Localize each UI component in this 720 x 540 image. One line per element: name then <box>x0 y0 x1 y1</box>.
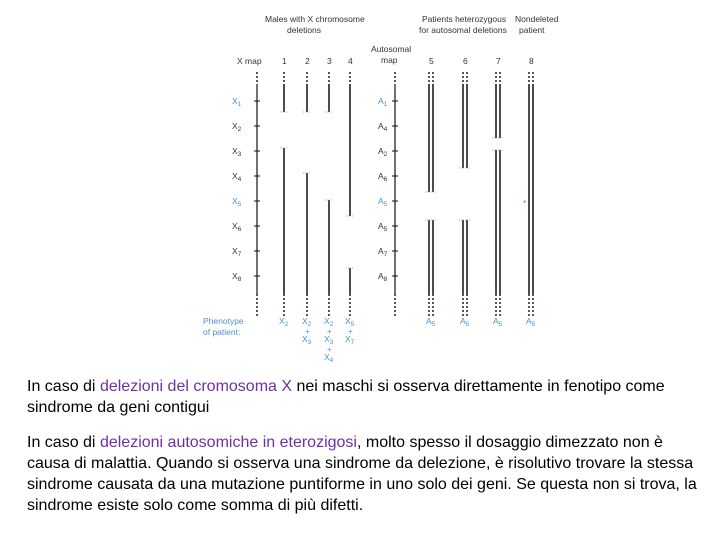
x-locus-1: $X_1$ <box>232 96 242 108</box>
column-number-1: 1 <box>282 56 287 66</box>
column-number-6: 6 <box>463 56 468 66</box>
a-locus-1: $A_1$ <box>378 96 388 108</box>
a-locus-4: $A_6$ <box>378 171 388 183</box>
a-locus-3: $A_2$ <box>378 146 388 158</box>
x-map-label: X map <box>237 56 262 66</box>
column-number-7: 7 <box>496 56 501 66</box>
a-locus-6: $A_5$ <box>378 221 388 233</box>
caption-2-highlight: delezioni autosomiche in eterozigosi <box>99 434 357 451</box>
phenotype-4-plus-1: + <box>348 327 353 336</box>
header-males-line1: Males with X chromosome <box>265 14 365 24</box>
phenotype-2-locus-0: $X_2$ <box>302 316 312 328</box>
header-nondeleted-line2: patient <box>519 25 545 35</box>
phenotype-label-line1: Phenotype <box>203 316 244 326</box>
chromosome-lines-group <box>232 56 536 364</box>
x-locus-6: $X_6$ <box>232 221 242 233</box>
column-number-8: 8 <box>529 56 534 66</box>
phenotype-3-locus-2: $X_3$ <box>324 334 334 346</box>
x-locus-4: $X_4$ <box>232 171 242 183</box>
phenotype-3-plus-1: + <box>327 327 332 336</box>
phenotype-5-locus-0: $A_5$ <box>426 316 436 328</box>
header-patients-line2: for autosomal deletions <box>419 25 507 35</box>
deletion-map-svg <box>195 8 559 368</box>
phenotype-8-locus-0: $A_5$ <box>526 316 536 328</box>
autosomal-map-label-line2: map <box>381 55 398 65</box>
caption-2-before: In caso di <box>27 434 100 451</box>
phenotype-7-locus-0: $A_5$ <box>493 316 503 328</box>
caption-x-deletions <box>27 376 707 418</box>
phenotype-1-locus-0: $X_2$ <box>279 316 289 328</box>
x-locus-3: $X_3$ <box>232 146 242 158</box>
a-locus-7: $A_7$ <box>378 246 388 258</box>
x-locus-2: $X_2$ <box>232 121 242 133</box>
column-number-4: 4 <box>348 56 353 66</box>
caption-2-after: , molto spesso il dosaggio dimezzato non è causa di malattia. Quando si osserva una sindrome da delezione, è risolutivo trovare la stessa sindrome causata da una mutazione puntiforme in uno solo dei geni. Se questa non si trova, la sindrome esiste solo come somma di più difetti. <box>27 434 697 514</box>
caption-1-before: In caso di <box>27 378 100 395</box>
point-mutation-mark: * <box>523 198 527 208</box>
phenotype-2-plus-1: + <box>305 327 310 336</box>
header-patients-line1: Patients heterozygous <box>422 14 507 24</box>
phenotype-4-locus-0: $X_5$ <box>345 316 355 328</box>
phenotype-4-locus-2: $X_7$ <box>345 334 355 346</box>
phenotype-3-locus-0: $X_2$ <box>324 316 334 328</box>
phenotype-3-locus-4: $X_4$ <box>324 352 334 364</box>
column-number-3: 3 <box>327 56 332 66</box>
x-locus-5: $X_5$ <box>232 196 242 208</box>
a-locus-8: $A_8$ <box>378 271 388 283</box>
column-number-5: 5 <box>429 56 434 66</box>
x-locus-8: $X_8$ <box>232 271 242 283</box>
phenotype-2-locus-2: $X_3$ <box>302 334 312 346</box>
caption-1-after: nei maschi si osserva direttamente in fenotipo come sindrome da geni contigui <box>27 378 665 416</box>
column-number-2: 2 <box>305 56 310 66</box>
autosomal-map-label-line1: Autosomal <box>371 44 412 54</box>
phenotype-3-plus-3: + <box>327 345 332 354</box>
caption-autosomal-deletions <box>27 432 707 516</box>
phenotype-6-locus-0: $A_5$ <box>460 316 470 328</box>
header-nondeleted-line1: Nondeleted <box>515 14 559 24</box>
x-locus-7: $X_7$ <box>232 246 242 258</box>
header-males-line2: deletions <box>287 25 322 35</box>
phenotype-label-line2: of patient: <box>203 327 241 337</box>
a-locus-5: $A_5$ <box>378 196 388 208</box>
chromosome-deletion-figure <box>195 8 559 368</box>
caption-1-highlight: delezioni del cromosoma X <box>99 378 293 395</box>
a-locus-2: $A_4$ <box>378 121 388 133</box>
